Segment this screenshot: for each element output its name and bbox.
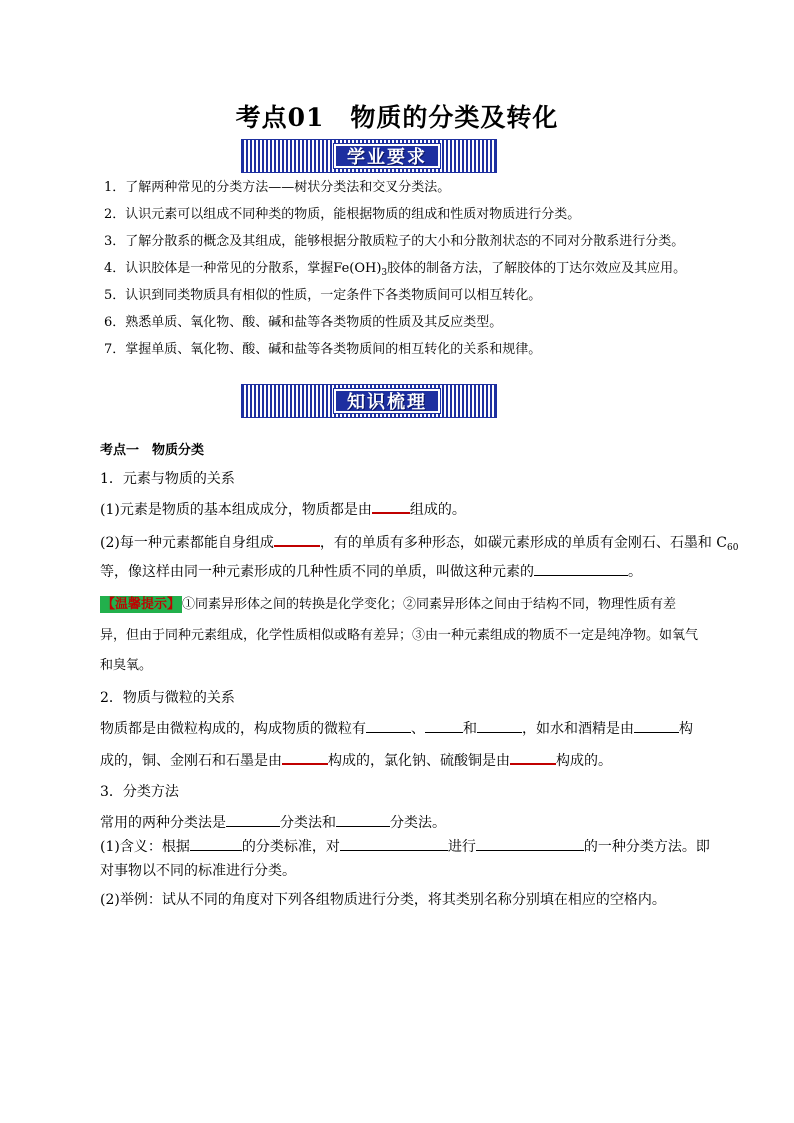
text: (1)元素是物质的基本组成成分，物质都是由 [100,502,372,518]
text: ①同素异形体之间的转换是化学变化；②同素异形体之间由于结构不同，物理性质有差 [182,597,677,612]
fill-blank[interactable] [340,838,448,851]
banner-plate [334,389,440,413]
text: 。 [628,564,642,580]
fill-blank[interactable] [634,720,679,733]
text: 分类法和 [280,815,336,831]
section-title: 2．物质与微粒的关系 [100,690,235,706]
text: 构 [679,721,693,737]
requirement-item: 6．熟悉单质、氧化物、酸、碱和盐等各类物质的性质及其反应类型。 [104,315,503,330]
text: (1)含义：根据 [100,839,190,855]
tip-line: 和臭氧。 [100,658,153,673]
topic-heading: 考点一 物质分类 [100,443,205,458]
text: 的分类标准，对 [241,839,340,855]
requirement-item: 3．了解分散系的概念及其组成，能够根据分散质粒子的大小和分散剂状态的不同对分散系进行分类。 [104,234,685,249]
paragraph-line [100,720,693,738]
text: 分类法。 [390,815,446,831]
paragraph-line [100,500,466,519]
paragraph-line [100,838,710,856]
fill-blank[interactable] [425,720,463,733]
text: 物质都是由微粒构成的，构成物质的微粒有 [100,721,366,737]
fill-blank[interactable] [336,814,390,827]
requirement-item: 7．掌握单质、氧化物、酸、碱和盐等各类物质间的相互转化的关系和规律。 [104,342,542,357]
banner-plate [334,144,440,168]
section-title: 1．元素与物质的关系 [100,471,235,487]
page-title: 考点01 物质的分类及转化 [235,103,559,132]
text: 常用的两种分类法是 [100,815,226,831]
text: 的一种分类方法。即 [583,839,710,855]
requirement-text: 4．认识胶体是一种常见的分散系，掌握 [104,261,334,276]
fill-blank[interactable] [282,751,328,765]
text: 构成的。 [556,753,612,769]
tip-label: 【温馨提示】 [102,597,181,612]
text: ，如水和酒精是由 [522,721,634,737]
text: 组成的。 [409,502,466,518]
text: 构成的，氯化钠、硫酸铜是由 [328,753,510,769]
banner-label: 知识梳理 [347,392,427,413]
paragraph-line [100,533,738,557]
section-banner-requirements [241,139,497,173]
requirement-item: 1．了解两种常见的分类方法——树状分类法和交叉分类法。 [104,180,451,195]
paragraph-line [100,563,642,581]
requirement-item: 5．认识到同类物质具有相似的性质，一定条件下各类物质间可以相互转化。 [104,288,542,303]
fill-blank[interactable] [534,563,628,576]
paragraph-line [100,751,612,770]
tip-line: 异，但由于同种元素组成，化学性质相似或略有差异；③由一种元素组成的物质不一定是纯净物。如氧气 [100,628,699,643]
text: 成的，铜、金刚石和石墨是由 [100,753,282,769]
paragraph-line: 对事物以不同的标准进行分类。 [100,863,296,879]
text: 、 [411,721,425,737]
requirement-item [104,261,686,281]
fill-blank[interactable] [366,720,411,733]
requirement-item: 2．认识元素可以组成不同种类的物质，能根据物质的组成和性质对物质进行分类。 [104,207,581,222]
formula-subscript: 60 [727,543,739,553]
requirement-text-tail: 胶体的制备方法，了解胶体的丁达尔效应及其应用。 [387,261,687,276]
paragraph-line [100,814,446,832]
text: 和 [463,721,477,737]
fill-blank[interactable] [274,533,320,547]
text: ，有的单质有多种形态，如碳元素形成的单质有金刚石、石墨和 C [319,535,728,551]
section-title: 3．分类方法 [100,784,179,800]
fill-blank[interactable] [226,814,280,827]
fill-blank[interactable] [510,751,556,765]
banner-label: 学业要求 [347,147,427,168]
formula-subscript: 3 [381,268,388,278]
text: 进行 [447,839,476,855]
tip-line [100,596,676,614]
paragraph-line: (2)举例：试从不同的角度对下列各组物质进行分类，将其类别名称分别填在相应的空格内。 [100,892,666,908]
text: (2)每一种元素都能自身组成 [100,535,274,551]
fill-blank[interactable] [372,500,410,514]
text: 等，像这样由同一种元素形成的几种性质不同的单质，叫做这种元素的 [100,564,534,580]
fill-blank[interactable] [477,720,522,733]
fill-blank[interactable] [190,838,242,851]
chemical-formula: Fe(OH) [333,261,382,276]
section-banner-knowledge [241,384,497,418]
fill-blank[interactable] [476,838,584,851]
